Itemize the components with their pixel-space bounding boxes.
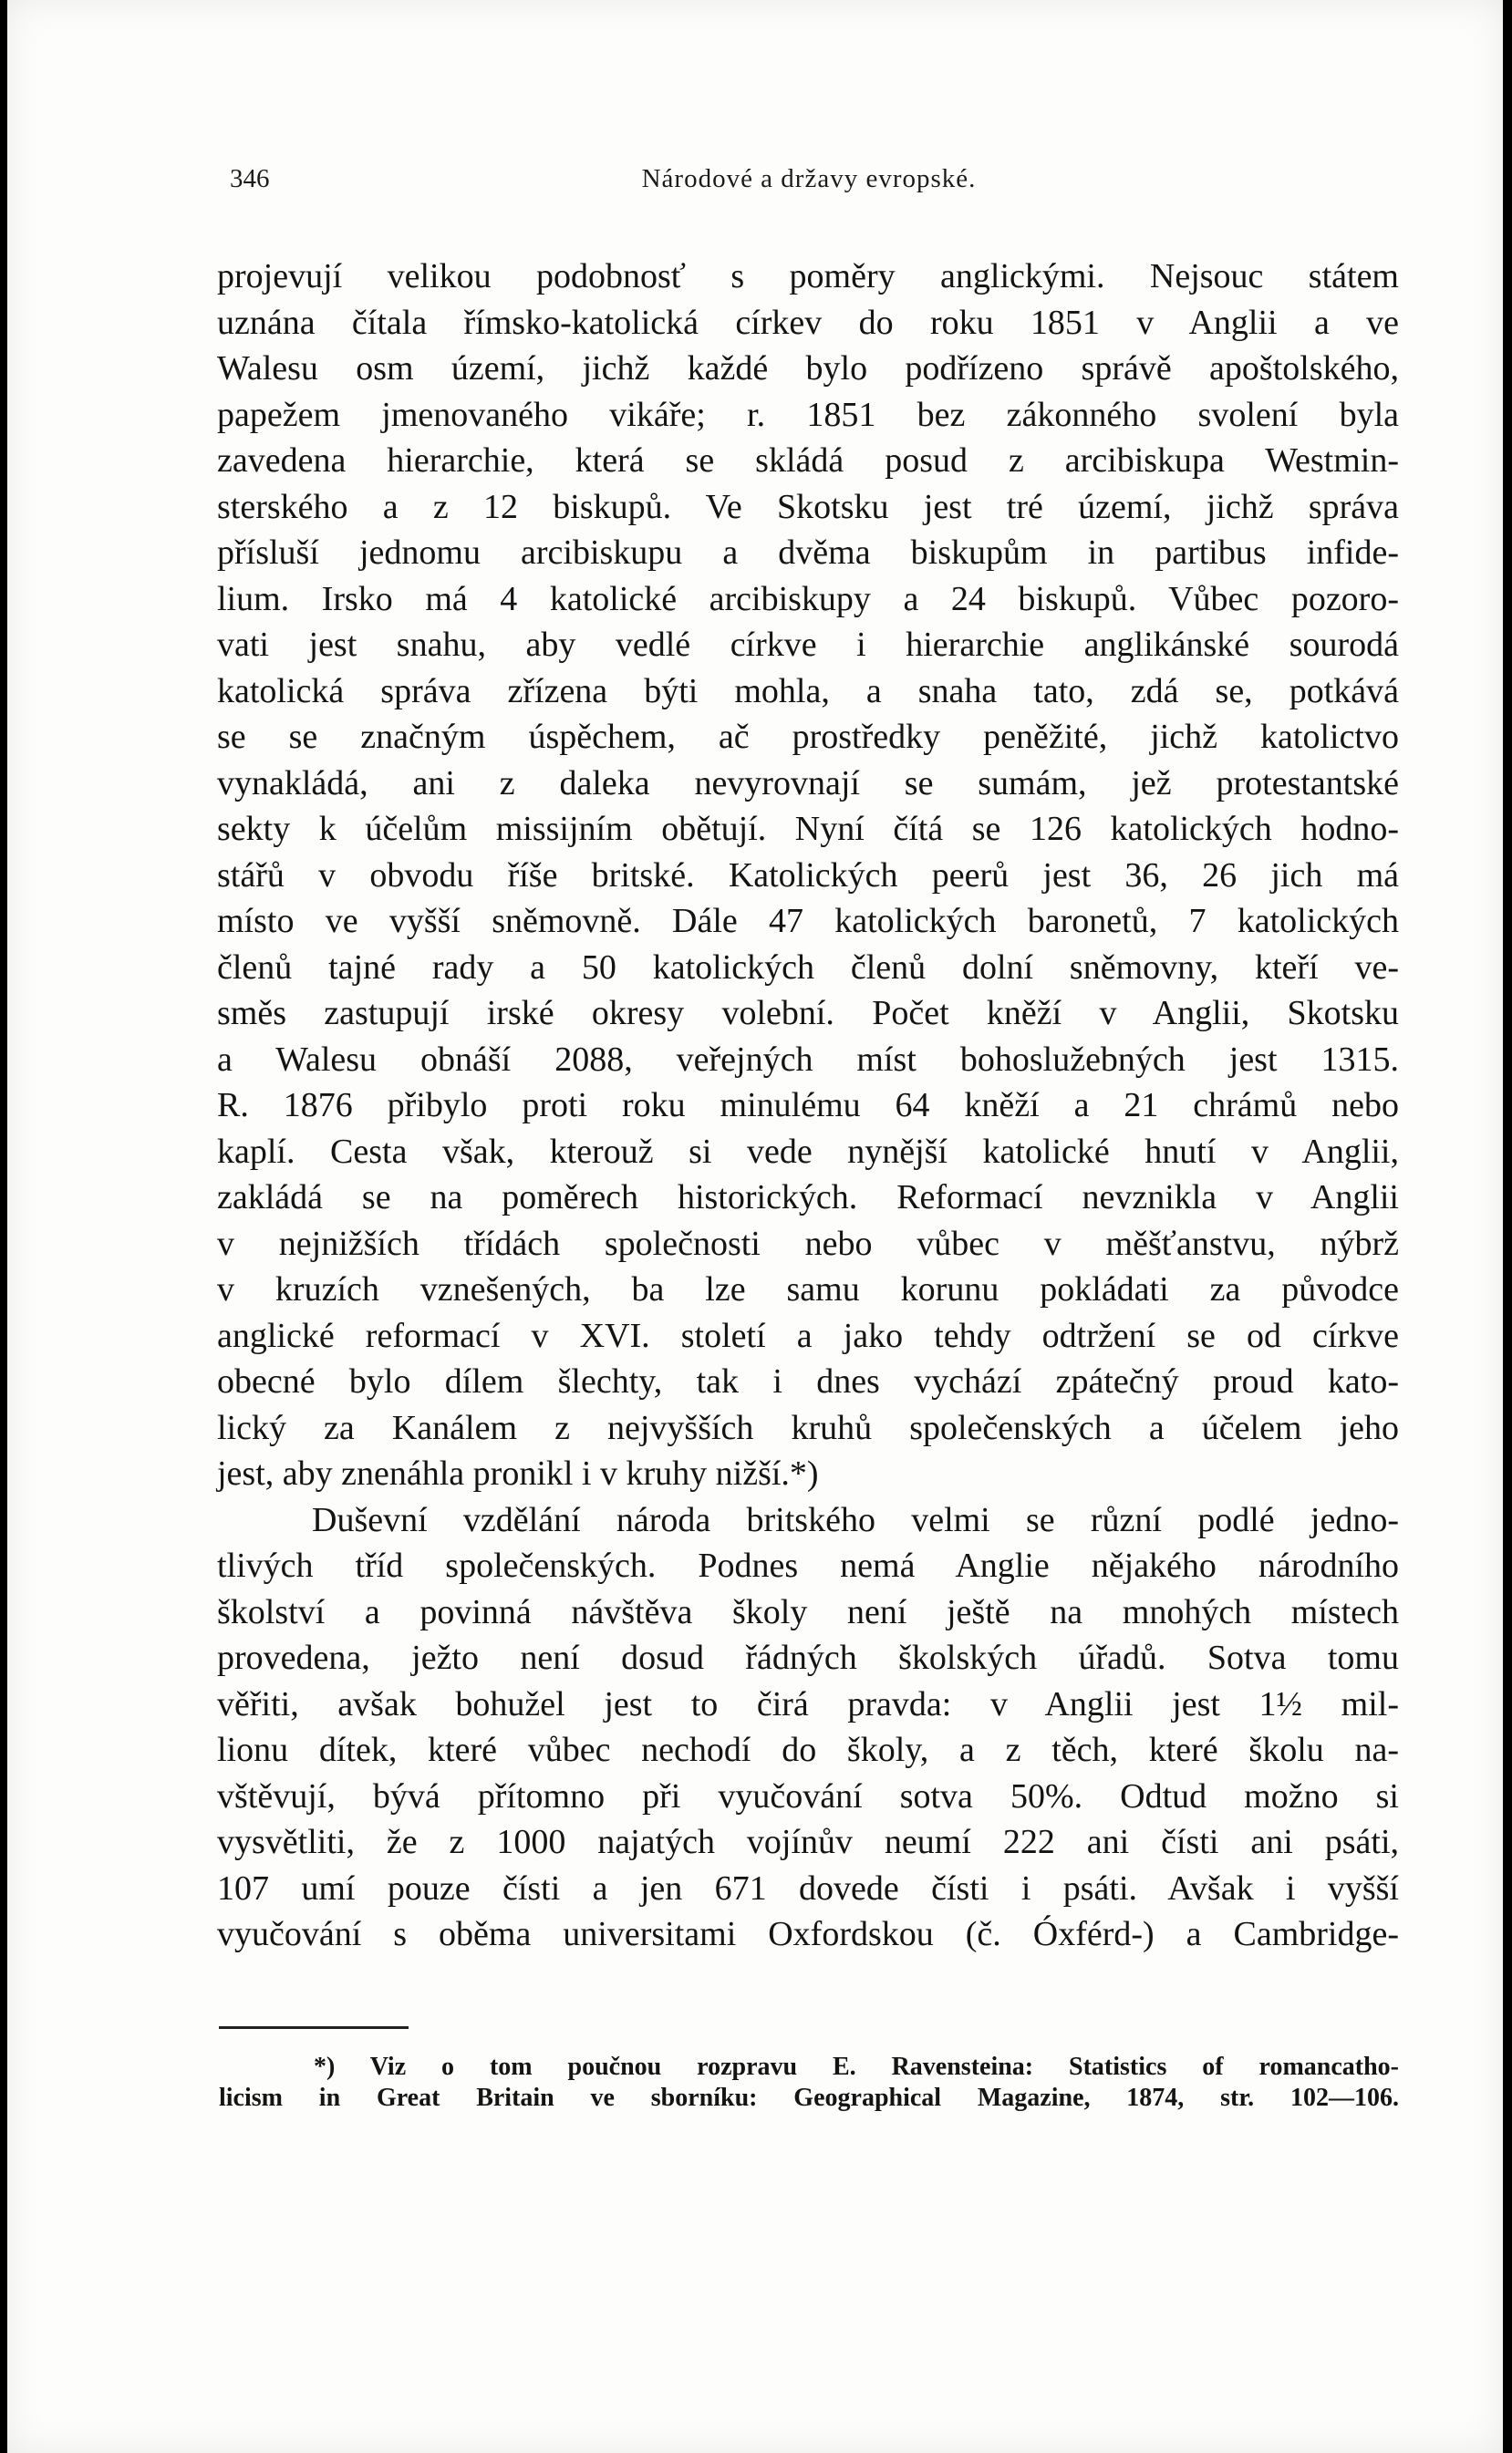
text-line: 107 umí pouze čísti a jen 671 dovede čísti i psáti. Avšak i vyšší — [217, 1868, 1399, 1908]
text-line: R. 1876 přibylo proti roku minulému 64 kněží a 21 chrámů nebo — [217, 1086, 1399, 1124]
text-line: stářů v obvodu říše britské. Katolických peerů jest 36, 26 jich má — [217, 855, 1399, 895]
book-page — [7, 0, 1503, 2453]
footnote — [219, 2052, 1399, 2114]
paragraph-1 — [217, 254, 1399, 1497]
text-line: směs zastupují irské okresy volební. Počet kněží v Anglii, Skotsku — [217, 994, 1399, 1032]
text-line: uznána čítala římsko-katolická církev do roku 1851 v Anglii a ve — [217, 303, 1399, 342]
text-line: místo ve vyšší sněmovně. Dále 47 katolických baronetů, 7 katolických — [217, 902, 1399, 940]
text-line: vyučování s oběma universitami Oxfordskou (č. Óxférd-) a Cambridge- — [217, 1915, 1399, 1953]
text-line: anglické reformací v XVI. století a jako tehdy odtržení se od církve — [217, 1316, 1399, 1355]
text-line: a Walesu obnáší 2088, veřejných míst bohoslužebných jest 1315. — [217, 1040, 1399, 1079]
text-line: lium. Irsko má 4 katolické arcibiskupy a 24 biskupů. Vůbec pozoro- — [217, 579, 1399, 618]
text-line: kaplí. Cesta však, kterouž si vede nynější katolické hnutí v Anglii, — [217, 1132, 1399, 1171]
text-line: lionu dítek, které vůbec nechodí do školy, a z těch, které školu na- — [217, 1731, 1399, 1769]
text-line: vati jest snahu, aby vedlé církve i hierarchie anglikánské sourodá — [217, 626, 1399, 664]
text-line: jest, aby znenáhla pronikl i v kruhy nižší.*) — [217, 1454, 819, 1493]
text-line: papežem jmenovaného vikáře; r. 1851 bez zákonného svolení byla — [217, 395, 1399, 434]
text-line: vysvětliti, že z 1000 najatých vojínův neumí 222 ani čísti ani psáti, — [217, 1823, 1399, 1861]
text-line: přísluší jednomu arcibiskupu a dvěma biskupům in partibus infide- — [217, 533, 1399, 572]
page-number: 346 — [230, 164, 270, 193]
paragraph-2 — [217, 1497, 1399, 1958]
text-line: se se značným úspěchem, ač prostředky peněžité, jichž katolictvo — [217, 718, 1399, 756]
text-line: Walesu osm území, jichž každé bylo podřízeno správě apoštolského, — [217, 349, 1399, 388]
text-line: v nejnižších třídách společnosti nebo vůbec v měšťanstvu, nýbrž — [217, 1224, 1399, 1263]
text-line: provedena, ježto není dosud řádných školských úřadů. Sotva tomu — [217, 1639, 1399, 1677]
footnote-line: licism in Great Britain ve sborníku: Geographical Magazine, 1874, str. 102—106. — [219, 2084, 1399, 2112]
text-line: projevují velikou podobnosť s poměry anglickými. Nejsouc státem — [217, 257, 1399, 295]
footnote-divider — [219, 2026, 409, 2029]
text-line: vynakládá, ani z daleka nevyrovnají se sumám, jež protestantské — [217, 763, 1399, 802]
text-line: Duševní vzdělání národa britského velmi se různí podlé jedno- — [312, 1500, 1399, 1539]
text-line: vštěvují, bývá přítomno při vyučování sotva 50%. Odtud možno si — [217, 1776, 1399, 1816]
text-line: tlivých tříd společenských. Podnes nemá Anglie nějakého národního — [217, 1547, 1399, 1585]
body-text — [217, 254, 1399, 1958]
running-title: Národové a državy evropské. — [641, 164, 977, 193]
text-line: školství a povinná návštěva školy není ještě na mnohých místech — [217, 1592, 1399, 1631]
text-line: členů tajné rady a 50 katolických členů dolní sněmovny, kteří ve- — [217, 947, 1399, 987]
text-line: věřiti, avšak bohužel jest to čirá pravda: v Anglii jest 1½ mil- — [217, 1684, 1399, 1723]
text-line: lický za Kanálem z nejvyšších kruhů společenských a účelem jeho — [217, 1408, 1399, 1447]
page-header — [219, 164, 1399, 201]
footnote-line: *) Viz o tom poučnou rozpravu E. Ravensteina: Statistics of romancatho- — [314, 2053, 1399, 2081]
text-line: katolická správa zřízena býti mohla, a snaha tato, zdá se, potkává — [217, 671, 1399, 710]
text-line: zavedena hierarchie, která se skládá posud z arcibiskupa Westmin- — [217, 441, 1399, 480]
text-line: sterského a z 12 biskupů. Ve Skotsku jest tré území, jichž správa — [217, 487, 1399, 526]
text-line: zakládá se na poměrech historických. Reformací nevznikla v Anglii — [217, 1178, 1399, 1216]
text-line: v kruzích vznešených, ba lze samu korunu pokládati za původce — [217, 1270, 1399, 1309]
text-line: sekty k účelům missijním obětují. Nyní čítá se 126 katolických hodno- — [217, 810, 1399, 848]
text-line: obecné bylo dílem šlechty, tak i dnes vychází zpátečný proud kato- — [217, 1362, 1399, 1401]
